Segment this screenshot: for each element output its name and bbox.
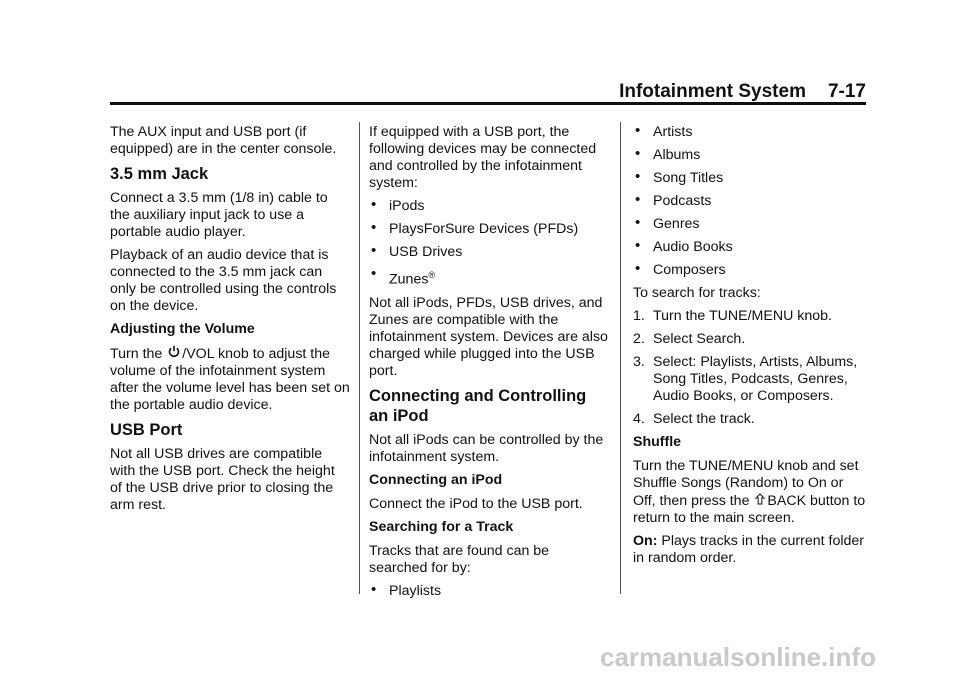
step-text: Turn the TUNE/MENU knob. <box>653 308 832 324</box>
compat-paragraph: Not all iPods, PFDs, USB drives, and Zunes are compatible with the infotainment system. Devices are also charged while plugged into the USB port. <box>369 294 608 379</box>
heading-usb-port: USB Port <box>110 421 183 439</box>
list-item: • Artists <box>633 124 869 141</box>
step-item <box>633 331 869 348</box>
devices-intro: If equipped with a USB port, the following devices may be connected and controlled by the infotainment system: <box>369 124 597 191</box>
power-icon <box>168 345 180 362</box>
list-item: • Podcasts <box>633 193 869 210</box>
step-number: 1. <box>633 308 645 324</box>
back-arrow-icon <box>755 492 765 509</box>
list-item: • iPods <box>369 198 609 215</box>
on-text: Plays tracks in the current folder in random order. <box>633 533 865 566</box>
adjust-volume-title: Adjusting the Volume <box>110 321 255 337</box>
on-label: On: <box>633 533 658 549</box>
page-header <box>110 80 866 104</box>
column-3 <box>633 124 869 573</box>
volume-text-post: /VOL knob to adjust the volume of the infotainment system after the volume level has been set on the portable audio device. <box>110 346 350 413</box>
list-item <box>369 267 609 289</box>
step-text: Select: Playlists, Artists, Albums, Song Titles, Podcasts, Genres, Audio Books, or Composers. <box>653 354 858 404</box>
step-item <box>633 354 869 405</box>
page-number: 7-17 <box>827 81 866 102</box>
playback-paragraph: Playback of an audio device that is connected to the 3.5 mm jack can only be controlled using the controls on the device. <box>110 247 337 314</box>
column-divider-2 <box>620 122 621 594</box>
shuffle-title: Shuffle <box>633 434 682 450</box>
zunes-label: Zunes <box>389 271 429 288</box>
step-item <box>633 411 869 428</box>
volume-text-pre: Turn the <box>110 346 167 362</box>
list-item: • Genres <box>633 216 869 233</box>
shuffle-text-pre: Turn the TUNE/MENU knob and set Shuffle Songs (Random) to On or Off, then press the <box>633 458 859 509</box>
connect-ipod-paragraph: Connect the iPod to the USB port. <box>369 495 583 512</box>
intro-paragraph: The AUX input and USB port (if equipped) are in the center console. <box>110 124 337 157</box>
list-item: • Playlists <box>369 583 609 600</box>
search-tracks-paragraph: To search for tracks: <box>633 285 761 301</box>
step-item <box>633 308 869 325</box>
registered-mark: ® <box>428 270 436 280</box>
list-item: • USB Drives <box>369 244 609 261</box>
column-1 <box>110 124 350 520</box>
shuffle-text-post: BACK button to return to the main screen. <box>633 493 866 526</box>
shuffle-paragraph <box>633 458 869 527</box>
step-number: 4. <box>633 411 645 427</box>
step-text: Select Search. <box>653 331 746 347</box>
column-divider-1 <box>359 122 360 594</box>
heading-jack: 3.5 mm Jack <box>110 165 209 183</box>
list-item: • Song Titles <box>633 170 869 187</box>
searching-title: Searching for a Track <box>369 518 514 535</box>
volume-paragraph <box>110 345 350 414</box>
heading-ipod: Connecting and Controlling an iPod <box>369 386 587 425</box>
section-title: Infotainment System <box>619 81 806 102</box>
step-number: 2. <box>633 331 645 347</box>
column-2 <box>369 124 609 606</box>
device-list <box>369 198 609 289</box>
list-item: • Composers <box>633 262 869 279</box>
connect-paragraph: Connect a 3.5 mm (1/8 in) cable to the auxiliary input jack to use a portable audio player. <box>110 190 328 240</box>
search-paragraph: Tracks that are found can be searched for by: <box>369 542 550 576</box>
list-item: • PlaysForSure Devices (PFDs) <box>369 221 609 238</box>
search-list <box>369 583 609 600</box>
step-number: 3. <box>633 354 645 370</box>
search-list-continued <box>633 124 869 279</box>
list-item: • Albums <box>633 147 869 164</box>
on-paragraph <box>633 533 869 567</box>
steps-list <box>633 308 869 428</box>
list-item: • Audio Books <box>633 239 869 256</box>
ipod-paragraph: Not all iPods can be controlled by the infotainment system. <box>369 431 604 465</box>
connecting-title: Connecting an iPod <box>369 471 503 488</box>
header-rule <box>110 102 866 105</box>
watermark: carmanualsonline.info <box>600 642 876 672</box>
step-text: Select the track. <box>653 411 755 427</box>
usb-paragraph: Not all USB drives are compatible with the USB port. Check the height of the USB drive prior to closing the arm rest. <box>110 446 335 513</box>
